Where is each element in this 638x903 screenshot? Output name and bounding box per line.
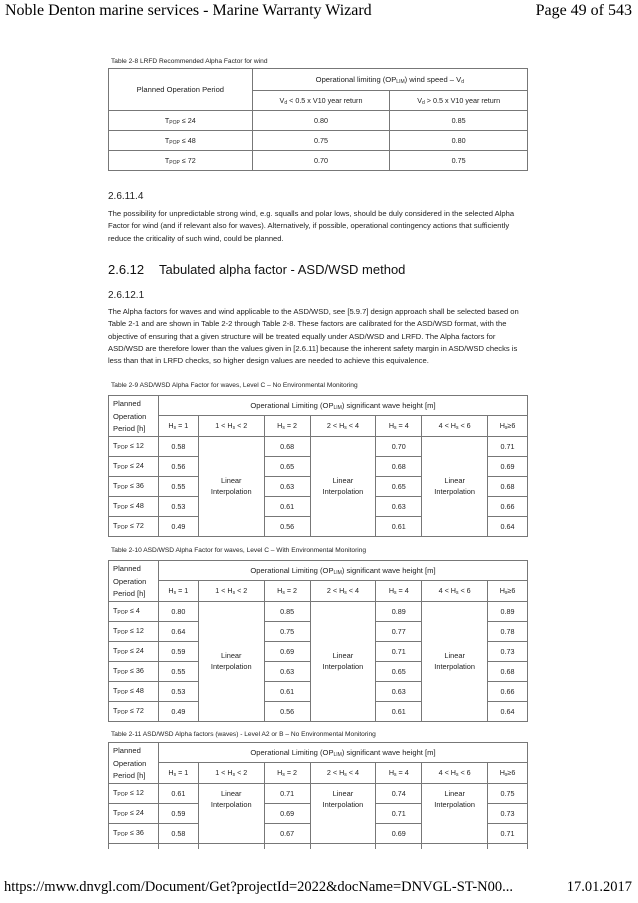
t210-h3: $H_s = 2$ bbox=[264, 581, 310, 601]
t211-h6: $4 < H_s < 6$ bbox=[422, 763, 488, 783]
table-row: $T_{POP} \le 36$ 0.55 0.63 0.65 0.68 bbox=[109, 476, 528, 496]
table-row: $T_{POP} \le 36$ 0.55 0.63 0.65 0.68 bbox=[109, 661, 528, 681]
t29-col-period: Planned Operation Period [h] bbox=[109, 396, 159, 437]
linear-interpolation-cell: Linear Interpolation bbox=[310, 601, 376, 721]
t210-h7: $H_s\ge 6$ bbox=[488, 581, 528, 601]
table-2-9 bbox=[108, 395, 528, 537]
section-heading-title: Tabulated alpha factor - ASD/WSD method bbox=[159, 262, 406, 277]
section-number-2-6-12-1: 2.6.12.1 bbox=[108, 290, 145, 301]
t29-h4: $2 < H_s < 4$ bbox=[310, 416, 376, 436]
table-row: $T_{POP} \le 24$ 0.80 0.85 bbox=[109, 111, 528, 131]
linear-interpolation-cell: Linear Interpolation bbox=[422, 601, 488, 721]
linear-interpolation-cell: Linear Interpolation bbox=[198, 436, 264, 536]
table-row: $T_{POP} \le 36$ 0.58 0.67 0.69 0.71 bbox=[109, 823, 528, 843]
t29-h1: $H_s = 1$ bbox=[158, 416, 198, 436]
t28-col-group: Operational limiting $(OP_{LIM})$ wind speed – $V_d$ bbox=[252, 69, 527, 91]
linear-interpolation-cell: Linear Interpolation bbox=[310, 783, 376, 843]
table-2-10-caption: Table 2-10 ASD/WSD Alpha Factor for waves, Level C – With Environmental Monitoring bbox=[111, 547, 367, 554]
table-2-8-caption: Table 2-8 LRFD Recommended Alpha Factor for wind bbox=[111, 58, 268, 65]
table-row: $T_{POP} \le 12$ 0.58 Linear Interpolation 0.68 Linear Interpolation 0.70 Linear Interpolation 0.71 bbox=[109, 436, 528, 456]
t210-h5: $H_s = 4$ bbox=[376, 581, 422, 601]
t28-col-period: Planned Operation Period bbox=[109, 69, 253, 111]
table-row: $T_{POP} \le 72$ 0.49 0.56 0.61 0.64 bbox=[109, 701, 528, 721]
t210-col-period: Planned Operation Period [h] bbox=[109, 561, 159, 602]
t210-h1: $H_s = 1$ bbox=[158, 581, 198, 601]
t211-h4: $2 < H_s < 4$ bbox=[310, 763, 376, 783]
section-text-2-6-11-4: The possibility for unpredictable strong wind, e.g. squalls and polar lows, should be duly considered in the selected Alpha Factor for wind (and if relevant also for waves). Alternatively, if possible, operational contingency actions that sufficiently reduce the criticality of such wind, could be planned. bbox=[108, 209, 515, 243]
table-row: $T_{POP} \le 24$ 0.56 0.65 0.68 0.69 bbox=[109, 456, 528, 476]
linear-interpolation-cell: Linear Interpolation bbox=[310, 436, 376, 536]
t211-h2: $1 < H_s < 2$ bbox=[198, 763, 264, 783]
t211-h1: $H_s = 1$ bbox=[158, 763, 198, 783]
t211-h3: $H_s = 2$ bbox=[264, 763, 310, 783]
table-row: $T_{POP} \le 48$ 0.75 0.80 bbox=[109, 131, 528, 151]
table-row: $T_{POP} \le 24$ 0.59 0.69 0.71 0.73 bbox=[109, 803, 528, 823]
t211-h5: $H_s = 4$ bbox=[376, 763, 422, 783]
table-row: $T_{POP} \le 4$ 0.80 Linear Interpolation 0.85 Linear Interpolation 0.89 Linear Interpolation 0.89 bbox=[109, 601, 528, 621]
t29-col-group: Operational Limiting $(OP_{LIM})$ significant wave height [m] bbox=[158, 396, 527, 416]
table-row: $T_{POP} \le 48$ 0.53 0.61 0.63 0.66 bbox=[109, 496, 528, 516]
table-2-8 bbox=[108, 68, 528, 171]
table-row: $T_{POP} \le 48$ 0.53 0.61 0.63 0.66 bbox=[109, 681, 528, 701]
t29-h2: $1 < H_s < 2$ bbox=[198, 416, 264, 436]
page-header-title: Noble Denton marine services - Marine Warranty Wizard bbox=[5, 2, 372, 19]
t210-col-group: Operational Limiting $(OP_{LIM})$ significant wave height [m] bbox=[158, 561, 527, 581]
t28-col-below: $V_d < 0.5$ x V10 year return bbox=[252, 91, 390, 111]
table-row: $T_{POP} \le 72$ 0.70 0.75 bbox=[109, 151, 528, 171]
table-row: $T_{POP} \le 24$ 0.59 0.69 0.71 0.73 bbox=[109, 641, 528, 661]
table-2-9-caption: Table 2-9 ASD/WSD Alpha Factor for waves, Level C – No Environmental Monitoring bbox=[111, 382, 358, 389]
table-2-11-caption: Table 2-11 ASD/WSD Alpha factors (waves) - Level A2 or B – No Environmental Monitoring bbox=[111, 731, 376, 738]
linear-interpolation-cell: Linear Interpolation bbox=[422, 436, 488, 536]
section-text-2-6-12-1: The Alpha factors for waves and wind applicable to the ASD/WSD, see [5.9.7] design approach shall be selected based on Table 2-1 and are shown in Table 2-2 through Table 2-8. These factors are calibrated for the ASD/WSD format, with the objective of ensuring that a given structure will be treated equally under ASD/WSD and LRFD. The Alpha factors for ASD/WSD are therefore lower than the values given in [2.6.11] because the inherent safety margin in ASD/WSD checks is less than that in LRFD checks, so higher design values are needed to achieve this equivalence. bbox=[108, 307, 519, 366]
linear-interpolation-cell: Linear Interpolation bbox=[422, 783, 488, 843]
t211-col-group: Operational Limiting $(OP_{LIM})$ significant wave height [m] bbox=[158, 743, 527, 763]
table-row: $T_{POP} \le 72$ 0.49 0.56 0.61 0.64 bbox=[109, 516, 528, 536]
t210-h4: $2 < H_s < 4$ bbox=[310, 581, 376, 601]
table-row: $T_{POP} \le 12$ 0.64 0.75 0.77 0.78 bbox=[109, 621, 528, 641]
t29-h5: $H_s = 4$ bbox=[376, 416, 422, 436]
t29-h7: $H_s\ge 6$ bbox=[488, 416, 528, 436]
t29-h6: $4 < H_s < 6$ bbox=[422, 416, 488, 436]
linear-interpolation-cell: Linear Interpolation bbox=[198, 783, 264, 843]
t29-h3: $H_s = 2$ bbox=[264, 416, 310, 436]
t210-h2: $1 < H_s < 2$ bbox=[198, 581, 264, 601]
page-number: Page 49 of 543 bbox=[535, 2, 632, 19]
t28-col-above: $V_d > 0.5$ x V10 year return bbox=[390, 91, 528, 111]
t211-h7: $H_s\ge 6$ bbox=[488, 763, 528, 783]
section-number-2-6-11-4: 2.6.11.4 bbox=[108, 191, 144, 202]
table-2-11 bbox=[108, 742, 528, 849]
t211-col-period: Planned Operation Period [h] bbox=[109, 743, 159, 784]
linear-interpolation-cell: Linear Interpolation bbox=[198, 601, 264, 721]
footer-date: 17.01.2017 bbox=[566, 879, 632, 895]
section-heading-number: 2.6.12 bbox=[108, 262, 145, 277]
footer-url: https://mww.dnvgl.com/Document/Get?projectId=2022&docName=DNVGL-ST-N00... bbox=[4, 879, 514, 895]
table-2-10 bbox=[108, 560, 528, 722]
t210-h6: $4 < H_s < 6$ bbox=[422, 581, 488, 601]
table-row: $T_{POP} \le 12$ 0.61 Linear Interpolation 0.71 Linear Interpolation 0.74 Linear Interpolation 0.75 bbox=[109, 783, 528, 803]
